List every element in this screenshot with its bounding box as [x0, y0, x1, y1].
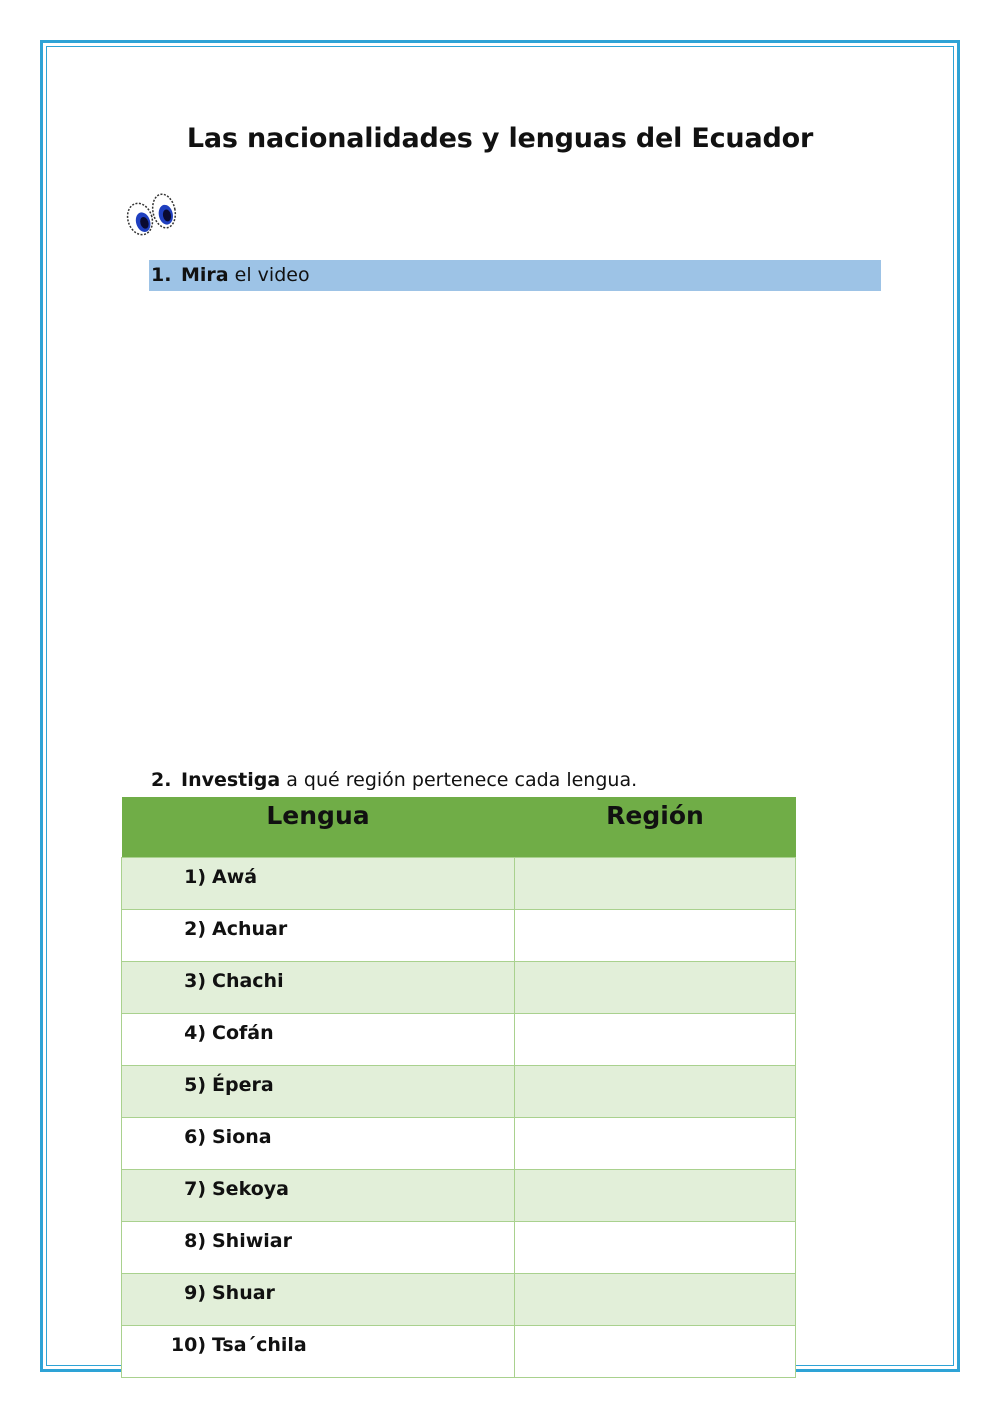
region-answer-cell[interactable] — [515, 1170, 796, 1222]
table-row — [122, 1222, 796, 1274]
section-2-rest: a qué región pertenece cada lengua. — [280, 769, 638, 791]
lengua-name: Awá — [212, 866, 258, 888]
table-row — [122, 858, 796, 910]
row-index: 9) — [184, 1282, 206, 1304]
region-answer-cell[interactable] — [515, 1274, 796, 1326]
region-answer-cell[interactable] — [515, 1014, 796, 1066]
lengua-name: Épera — [212, 1074, 274, 1096]
header-region: Región — [515, 797, 796, 858]
section-2-number: 2. — [151, 769, 172, 791]
lengua-cell — [122, 1274, 515, 1326]
table-row — [122, 1118, 796, 1170]
section-1-verb: Mira — [181, 264, 229, 286]
section-2-heading — [151, 767, 637, 793]
lengua-cell — [122, 1118, 515, 1170]
lengua-name: Chachi — [212, 970, 284, 992]
eyes-icon — [120, 183, 184, 241]
lengua-name: Shiwiar — [212, 1230, 292, 1252]
lengua-cell — [122, 1326, 515, 1378]
lengua-cell — [122, 910, 515, 962]
row-index: 7) — [184, 1178, 206, 1200]
section-1-heading — [151, 262, 310, 288]
row-index: 5) — [184, 1074, 206, 1096]
lengua-cell — [122, 1014, 515, 1066]
region-answer-cell[interactable] — [515, 1326, 796, 1378]
region-answer-cell[interactable] — [515, 1222, 796, 1274]
table-row — [122, 962, 796, 1014]
lengua-cell — [122, 858, 515, 910]
region-answer-cell[interactable] — [515, 962, 796, 1014]
table-row — [122, 1014, 796, 1066]
region-answer-cell[interactable] — [515, 858, 796, 910]
table-row — [122, 910, 796, 962]
lengua-name: Tsa´chila — [212, 1334, 307, 1356]
table-row — [122, 1066, 796, 1118]
region-answer-cell[interactable] — [515, 1066, 796, 1118]
row-index: 4) — [184, 1022, 206, 1044]
lengua-cell — [122, 962, 515, 1014]
row-index: 2) — [184, 918, 206, 940]
row-index: 3) — [184, 970, 206, 992]
lengua-name: Siona — [212, 1126, 272, 1148]
section-2-verb: Investiga — [181, 769, 281, 791]
table-row — [122, 1326, 796, 1378]
section-1-rest: el video — [228, 264, 310, 286]
table-header-row — [122, 797, 796, 858]
lengua-cell — [122, 1170, 515, 1222]
header-lengua: Lengua — [122, 797, 515, 858]
language-region-table — [121, 797, 796, 1378]
lengua-name: Achuar — [212, 918, 288, 940]
lengua-cell — [122, 1066, 515, 1118]
row-index: 1) — [184, 866, 206, 888]
lengua-name: Sekoya — [212, 1178, 289, 1200]
lengua-name: Shuar — [212, 1282, 275, 1304]
row-index: 8) — [184, 1230, 206, 1252]
section-1-number: 1. — [151, 264, 172, 286]
page-title: Las nacionalidades y lenguas del Ecuador — [186, 123, 814, 154]
lengua-name: Cofán — [212, 1022, 274, 1044]
region-answer-cell[interactable] — [515, 910, 796, 962]
region-answer-cell[interactable] — [515, 1118, 796, 1170]
table-row — [122, 1170, 796, 1222]
row-index: 10) — [170, 1334, 206, 1356]
table-row — [122, 1274, 796, 1326]
row-index: 6) — [184, 1126, 206, 1148]
lengua-cell — [122, 1222, 515, 1274]
